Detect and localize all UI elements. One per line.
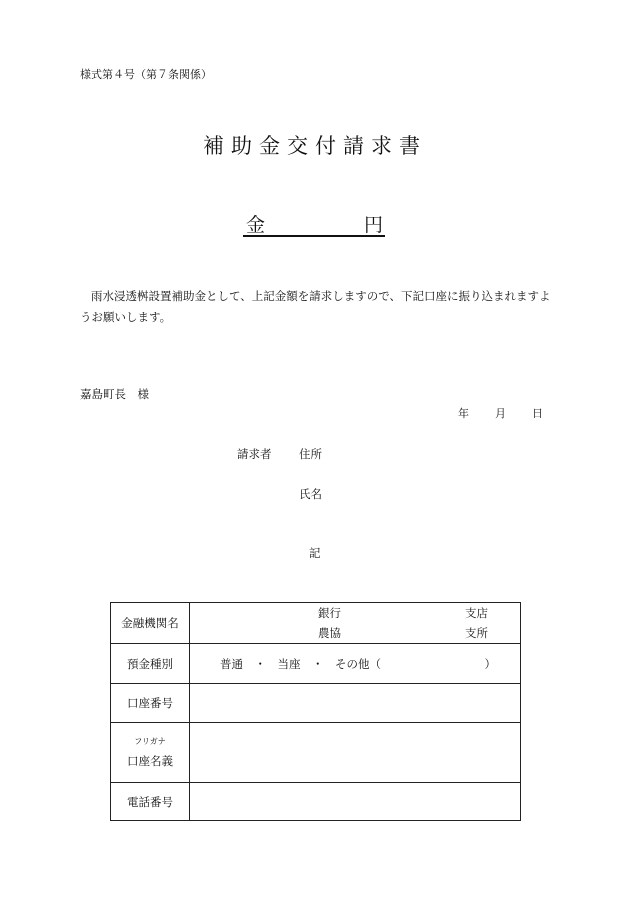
address-label: 住所 bbox=[299, 447, 322, 461]
agri-branch-text: 支所 bbox=[465, 626, 488, 640]
amount-line bbox=[243, 210, 385, 237]
note-heading: 記 bbox=[309, 546, 321, 560]
amount-suffix: 円 bbox=[363, 214, 383, 236]
institution-label: 金融機関名 bbox=[111, 603, 190, 644]
account-name-label: 口座名義 bbox=[127, 754, 173, 768]
deposit-type-options[interactable]: 普通 ・ 当座 ・ その他（ ） bbox=[190, 644, 521, 684]
account-name-field[interactable] bbox=[190, 723, 521, 783]
agri-coop-text: 農協 bbox=[318, 626, 341, 640]
furigana-label: フリガナ bbox=[134, 737, 166, 746]
phone-field[interactable] bbox=[190, 783, 521, 821]
account-number-field[interactable] bbox=[190, 684, 521, 723]
name-label: 氏名 bbox=[299, 487, 322, 501]
bank-text: 銀行 bbox=[318, 606, 341, 620]
request-body-text: 雨水浸透桝設置補助金として、上記金額を請求しますので、下記口座に振り込まれますようお願いします。 bbox=[80, 289, 551, 324]
claimant-label: 請求者 bbox=[237, 447, 272, 461]
table-row bbox=[111, 644, 521, 684]
bank-account-table bbox=[110, 602, 521, 821]
branch-text: 支店 bbox=[465, 606, 488, 620]
institution-field[interactable] bbox=[190, 603, 521, 644]
date-line bbox=[458, 405, 543, 421]
form-number: 様式第４号（第７条関係） bbox=[80, 68, 212, 81]
date-year: 年 bbox=[458, 407, 469, 420]
table-row bbox=[111, 783, 521, 821]
table-row bbox=[111, 684, 521, 723]
account-name-cell bbox=[111, 723, 190, 783]
document-title: 補助金交付請求書 bbox=[203, 134, 427, 158]
phone-label: 電話番号 bbox=[111, 783, 190, 821]
addressee: 嘉島町長 様 bbox=[80, 387, 149, 401]
table-row bbox=[111, 723, 521, 783]
date-day: 日 bbox=[532, 407, 543, 420]
table-row bbox=[111, 603, 521, 644]
deposit-type-label: 預金種別 bbox=[111, 644, 190, 684]
amount-prefix: 金 bbox=[246, 214, 266, 236]
account-number-label: 口座番号 bbox=[111, 684, 190, 723]
date-month: 月 bbox=[495, 407, 506, 420]
